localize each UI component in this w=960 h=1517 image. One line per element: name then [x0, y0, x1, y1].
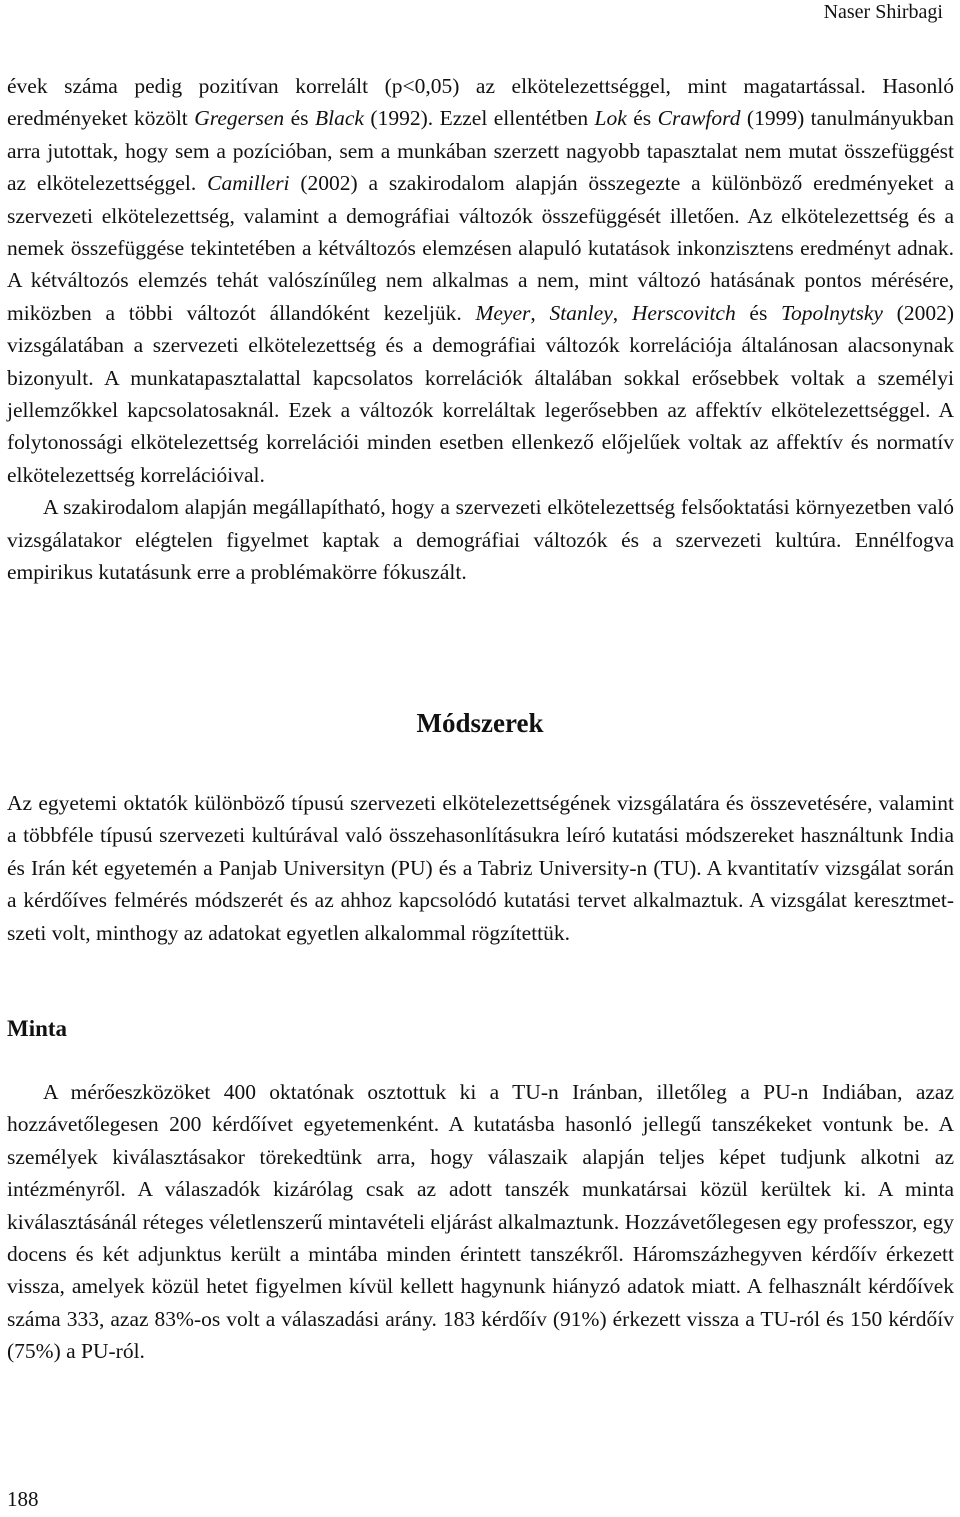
subheading-sample: Minta — [7, 1016, 68, 1041]
text-run: évek száma pedig pozitívan korrelált (p<0,05) az elkötelezettséggel, mint magatartással. Hasonló eredményeket közölt — [7, 74, 954, 131]
intro-paragraph-1 — [7, 70, 954, 491]
text-run: és — [284, 106, 316, 131]
text-run: és — [735, 300, 782, 325]
methods-paragraph: Az egyetemi oktatók különböző típusú szervezeti elkötelezettségének vizsgálatára és összevetésére, valamint a többféle típusú szervezeti kultúrával való összehasonlításukra leíró kutatási módszereket használtunk India és Irán két egyetemén a Panjab Universityn (PU) és a Tabriz University-n (TU). A kvantitatív vizsgálat során a kérdőíves felmérés módszerét és az ahhoz kapcsolódó kutatási tervet alkalmaztuk. A vizsgálat keresztmetszeti volt, minthogy az adatokat egyetlen alkalommal rögzítettük. — [7, 791, 954, 945]
cited-author-name: Herscovitch — [631, 300, 736, 325]
cited-author-name: Black — [315, 106, 364, 131]
methods-section — [7, 787, 954, 949]
cited-author-name: Lok — [594, 106, 627, 131]
text-run: , — [612, 300, 632, 325]
cited-author-name: Topolnytsky — [781, 300, 883, 325]
text-run: és — [626, 106, 658, 131]
text-run: (1992). Ezzel ellentétben — [363, 106, 595, 131]
cited-author-name: Camilleri — [207, 171, 290, 196]
cited-author-name: Stanley — [549, 300, 613, 325]
text-run: , — [530, 300, 550, 325]
page-number: 188 — [7, 1487, 39, 1511]
sample-paragraph: A mérőeszközöket 400 oktatónak osztottuk ki a TU-n Iránban, illetőleg a PU-n Indiában, azaz hozzávetőlegesen 200 kérdőívet egyetemenként. A kutatásba hasonló jellegű tanszékeket vontunk be. A személyek kiválasztásakor törekedtünk arra, hogy válaszaik alapján teljes képet tudjunk alkotni az intézményről. A válaszadók kizárólag csak az adott tanszék munkatársai közül kerültek ki. A minta kiválasztásánál réteges véletlenszerű mintavételi eljárást alkalmaztunk. Hozzávetőlegesen egy professzor, egy docens és két adjunktus került a mintába minden érintett tanszékről. Háromszázhegyven kérdőív érkezett vissza, amelyek közül hetet figyelmen kívül kellett hagynunk hiányzó adatok miatt. A felhasznált kérdőívek száma 333, azaz 83%-os volt a válaszadási arány. 183 kérdőív (91%) érkezett vissza a TU-ról és 150 kérdőív (75%) a PU-ról. — [7, 1080, 954, 1364]
intro-section — [7, 70, 954, 589]
text-run: (1999) tanulmányukban arra jutottak, hogy sem a pozícióban, sem a munkában szerzett nagyobb tapasztalat nem mutat összefüggést az elkötelezettséggel. — [7, 106, 954, 196]
section-heading-methods: Módszerek — [416, 708, 544, 738]
cited-author-name: Crawford — [657, 106, 741, 131]
sample-section — [7, 1076, 954, 1368]
cited-author-name: Gregersen — [194, 106, 285, 131]
running-head-author: Naser Shirbagi — [823, 1, 943, 23]
cited-author-name: Meyer — [475, 300, 531, 325]
text-run: (2002) a szakirodalom alapján összegezte a különböző eredményeket a szervezeti elkötelezettség, valamint a demográfiai változók összefüggését illetően. Az elkötelezettség és a nemek összefüggése tekintetében a kétváltozós elemzésen alapuló kutatások inkonzisztens eredményt adnak. A kétváltozós elemzés tehát valószínűleg nem alkalmas a nem, mint változó hatásának pontos mérésére, miközben a többi változót állandóként kezeljük. — [7, 171, 954, 325]
text-run: (2002) vizsgálatában a szervezeti elkötelezettség és a demográfiai változók korrelációja általánosan alacsonynak bizonyult. A munkatapasztalattal kapcsolatos korrelációk általában sokkal erősebbek voltak a személyi jellemzőkkel kapcsolatosaknál. Ezek a változók korreláltak legerősebben az affektív elkötelezettséggel. A folytonossági elkötelezettség korrelációi minden esetben ellenkező előjelűek voltak az affektív és normatív elkötelezettség korrelációival. — [7, 300, 954, 487]
intro-paragraph-2: A szakirodalom alapján megállapítható, hogy a szervezeti elkötelezettség felsőoktatási környezetben való vizsgálatakor elégtelen figyelmet kaptak a demográfiai változók és a szervezeti kultúra. Ennélfogva empirikus kutatásunk erre a problémakörre fókuszált. — [7, 495, 954, 585]
